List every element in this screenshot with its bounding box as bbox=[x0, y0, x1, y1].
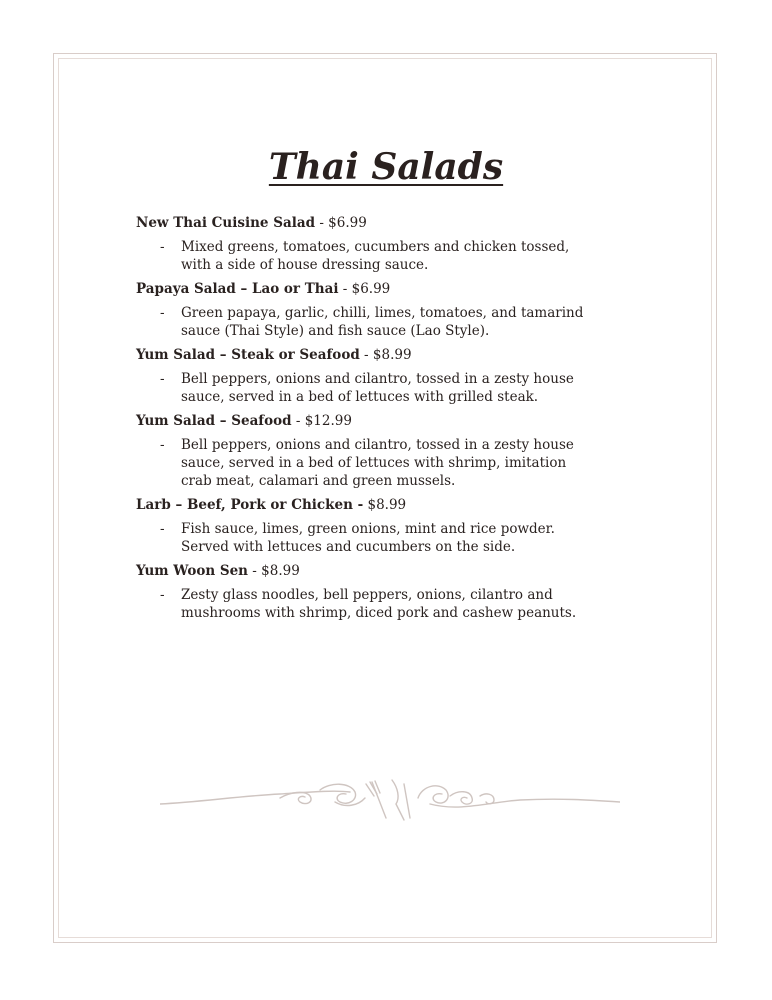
menu-item-name: Larb – Beef, Pork or Chicken - bbox=[136, 497, 364, 513]
fork-knife-flourish-icon bbox=[160, 772, 620, 832]
menu-item-header bbox=[136, 562, 636, 580]
menu-item-header bbox=[136, 280, 636, 298]
menu-item-price: - $8.99 bbox=[359, 347, 412, 363]
menu-item-description-row bbox=[136, 304, 591, 340]
bullet-dash: - bbox=[160, 239, 165, 255]
menu-item-description: Bell peppers, onions and cilantro, tossed in a zesty house sauce, served in a bed of lettuces with shrimp, imitation crab meat, calamari and green mussels. bbox=[181, 437, 574, 489]
menu-item-description: Zesty glass noodles, bell peppers, onions, cilantro and mushrooms with shrimp, diced pork and cashew peanuts. bbox=[181, 587, 577, 621]
menu-item-name: Yum Woon Sen bbox=[136, 563, 249, 579]
menu-item bbox=[136, 346, 636, 406]
menu-item-price: $8.99 bbox=[363, 497, 407, 513]
menu-list bbox=[136, 214, 636, 628]
menu-item-description-row bbox=[136, 586, 591, 622]
menu-item-description: Mixed greens, tomatoes, cucumbers and chicken tossed, with a side of house dressing sauce. bbox=[181, 239, 570, 273]
menu-item-description: Green papaya, garlic, chilli, limes, tomatoes, and tamarind sauce (Thai Style) and fish sauce (Lao Style). bbox=[181, 305, 584, 339]
menu-item-description-row bbox=[136, 436, 591, 490]
menu-item-header bbox=[136, 496, 636, 514]
menu-item bbox=[136, 214, 636, 274]
menu-item bbox=[136, 280, 636, 340]
menu-item-name: New Thai Cuisine Salad bbox=[136, 215, 316, 231]
menu-item-price: - $6.99 bbox=[315, 215, 367, 231]
menu-item-name: Papaya Salad – Lao or Thai bbox=[136, 281, 339, 297]
menu-item-header bbox=[136, 214, 636, 232]
menu-item-price: - $6.99 bbox=[338, 281, 391, 297]
menu-item-description-row bbox=[136, 370, 591, 406]
menu-item-description-row bbox=[136, 520, 591, 556]
page-title: Thai Salads bbox=[268, 146, 504, 188]
bullet-dash: - bbox=[160, 437, 165, 453]
menu-item bbox=[136, 562, 636, 622]
menu-item bbox=[136, 412, 636, 490]
menu-item bbox=[136, 496, 636, 556]
menu-item-price: - $8.99 bbox=[248, 563, 300, 579]
bullet-dash: - bbox=[160, 371, 165, 387]
menu-item-description: Bell peppers, onions and cilantro, tossed in a zesty house sauce, served in a bed of lettuces with grilled steak. bbox=[181, 371, 574, 405]
menu-item-header bbox=[136, 412, 636, 430]
menu-item-name: Yum Salad – Steak or Seafood bbox=[136, 347, 360, 363]
menu-item-name: Yum Salad – Seafood bbox=[136, 413, 292, 429]
menu-item-header bbox=[136, 346, 636, 364]
menu-item-price: - $12.99 bbox=[291, 413, 352, 429]
bullet-dash: - bbox=[160, 587, 165, 603]
bullet-dash: - bbox=[160, 521, 165, 537]
menu-item-description-row bbox=[136, 238, 591, 274]
menu-item-description: Fish sauce, limes, green onions, mint and rice powder. Served with lettuces and cucumbers on the side. bbox=[181, 521, 555, 555]
bullet-dash: - bbox=[160, 305, 165, 321]
